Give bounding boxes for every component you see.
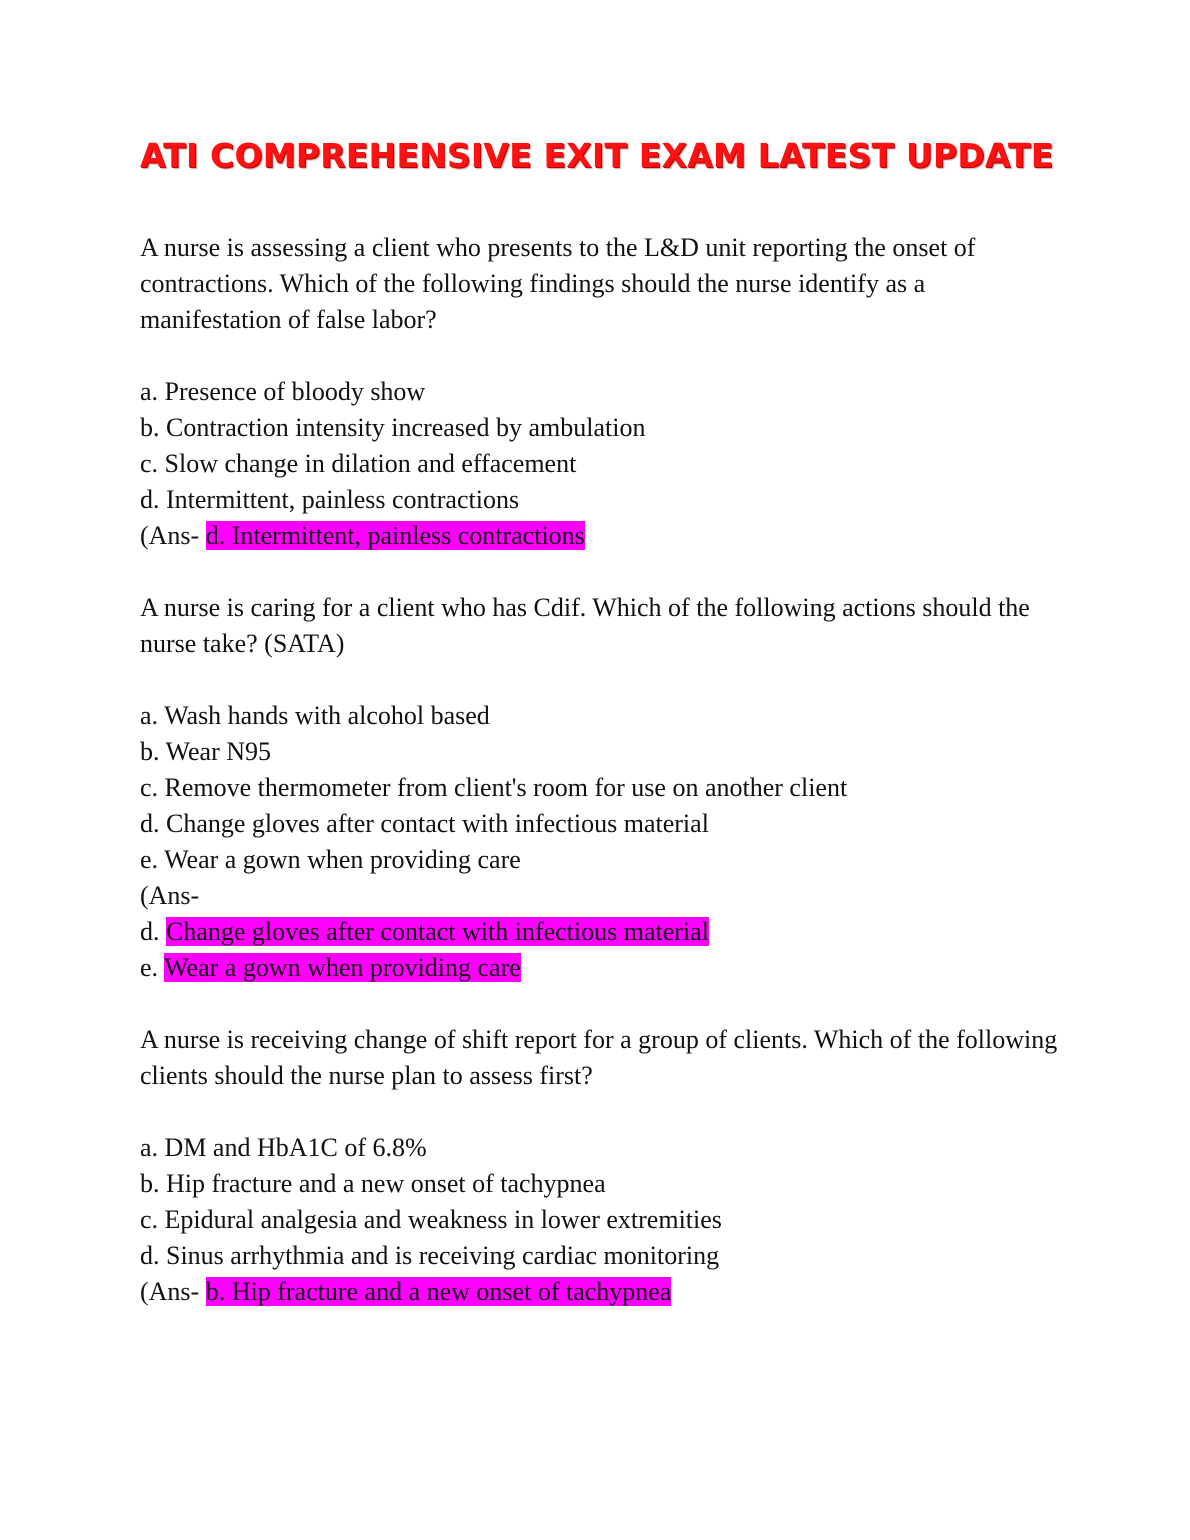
question-text: A nurse is receiving change of shift report for a group of clients. Which of the following clients should the nurse plan to assess first?	[140, 1025, 1058, 1090]
answer-option: d. Change gloves after contact with infectious material	[140, 809, 709, 838]
question-block	[140, 1022, 1060, 1310]
answer-option: c. Epidural analgesia and weakness in lower extremities	[140, 1205, 722, 1234]
highlighted-answer: d. Intermittent, painless contractions	[205, 521, 585, 550]
answer-prefix: (Ans-	[140, 1277, 206, 1306]
answer-option: d. Intermittent, painless contractions	[140, 485, 520, 514]
question-text: A nurse is caring for a client who has Cdif. Which of the following actions should the nurse take? (SATA)	[140, 593, 1030, 658]
answer-option: a. Wash hands with alcohol based	[140, 701, 490, 730]
answer-letter: e.	[140, 953, 165, 982]
answer-line	[140, 518, 1060, 554]
document-body	[140, 230, 1060, 1310]
answer-option: b. Wear N95	[140, 737, 272, 766]
highlighted-answer: Change gloves after contact with infectious material	[166, 917, 709, 946]
answer-option: a. Presence of bloody show	[140, 377, 426, 406]
answer-option: d. Sinus arrhythmia and is receiving cardiac monitoring	[140, 1241, 720, 1270]
answer-option: c. Remove thermometer from client's room for use on another client	[140, 773, 848, 802]
highlighted-answer: b. Hip fracture and a new onset of tachypnea	[205, 1277, 672, 1306]
answer-option: e. Wear a gown when providing care	[140, 845, 521, 874]
answer-prefix: (Ans-	[140, 881, 200, 910]
answer-letter: d.	[140, 917, 166, 946]
highlighted-answer: Wear a gown when providing care	[164, 953, 521, 982]
answer-line	[140, 914, 1060, 950]
answer-option: b. Contraction intensity increased by ambulation	[140, 413, 646, 442]
question-block	[140, 590, 1060, 986]
answer-prefix: (Ans-	[140, 521, 206, 550]
document-title: ATI COMPREHENSIVE EXIT EXAM LATEST UPDATE	[140, 136, 1054, 175]
answer-option: c. Slow change in dilation and effacement	[140, 449, 577, 478]
answer-option: a. DM and HbA1C of 6.8%	[140, 1133, 427, 1162]
answer-line	[140, 950, 1060, 986]
answer-option: b. Hip fracture and a new onset of tachypnea	[140, 1169, 606, 1198]
question-block	[140, 230, 1060, 554]
answer-line	[140, 1274, 1060, 1310]
question-text: A nurse is assessing a client who presents to the L&D unit reporting the onset of contractions. Which of the following findings should the nurse identify as a manifestation of false labor?	[140, 233, 976, 334]
